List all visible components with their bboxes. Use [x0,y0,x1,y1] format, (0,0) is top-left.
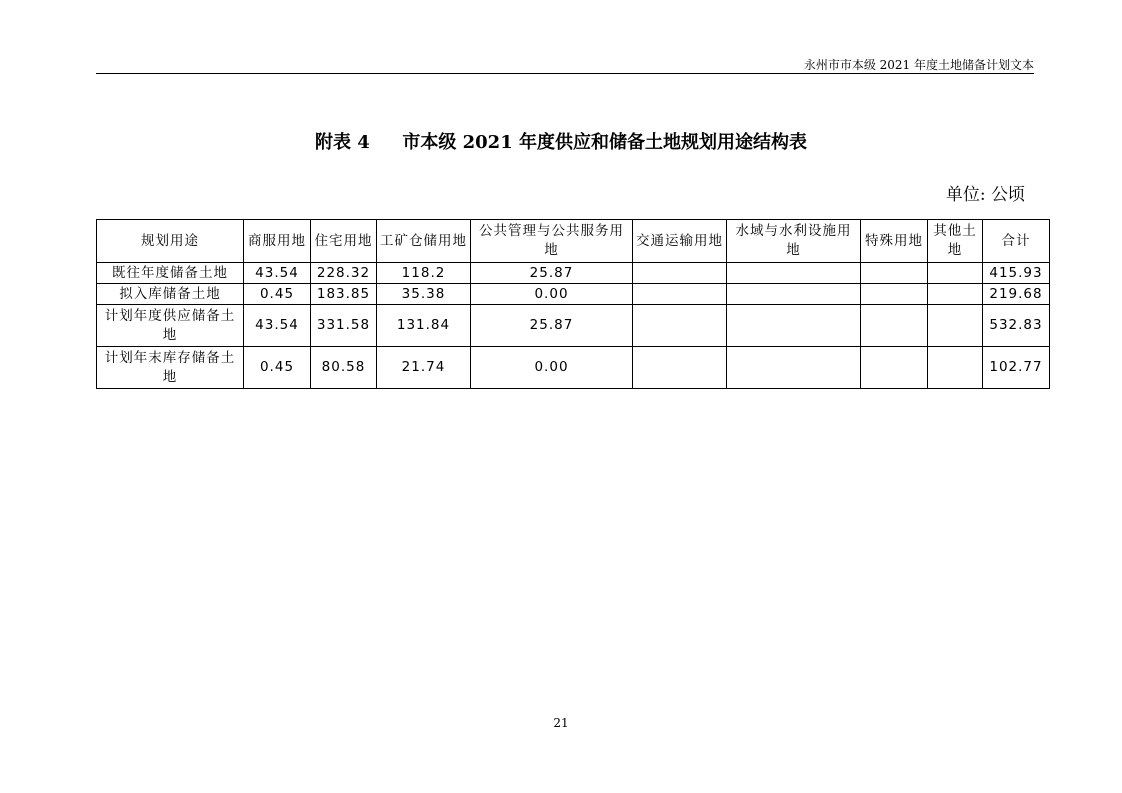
column-header: 合计 [983,220,1050,263]
table-cell [633,284,727,305]
table-row [97,305,1050,347]
table-cell: 25.87 [471,305,633,347]
table-cell: 43.54 [244,263,311,284]
table-row [97,263,1050,284]
column-header: 商服用地 [244,220,311,263]
unit-label: 单位: 公顷 [945,185,1025,205]
table-cell [861,263,928,284]
table-row [97,284,1050,305]
column-header: 特殊用地 [861,220,928,263]
column-header: 公共管理与公共服务用地 [471,220,633,263]
table-cell: 35.38 [377,284,471,305]
table-title [0,128,1122,154]
column-header: 水域与水利设施用地 [727,220,861,263]
table-cell [727,284,861,305]
row-label: 既往年度储备土地 [97,263,244,284]
table-cell [928,284,983,305]
table-cell [727,305,861,347]
table-cell [861,305,928,347]
table-cell: 0.45 [244,284,311,305]
table-cell: 331.58 [311,305,377,347]
table-cell: 0.00 [471,284,633,305]
table-cell [633,347,727,389]
table-cell [633,263,727,284]
table-cell: 219.68 [983,284,1050,305]
table-cell [861,284,928,305]
table-cell: 228.32 [311,263,377,284]
table-cell: 532.83 [983,305,1050,347]
land-use-structure-table [96,219,1050,389]
row-label: 计划年度供应储备土地 [97,305,244,347]
column-header: 住宅用地 [311,220,377,263]
table-cell [861,347,928,389]
column-header: 其他土地 [928,220,983,263]
column-header: 规划用途 [97,220,244,263]
row-label: 拟入库储备土地 [97,284,244,305]
table-cell: 21.74 [377,347,471,389]
table-cell: 118.2 [377,263,471,284]
table-title-text: 市本级 2021 年度供应和储备土地规划用途结构表 [402,132,807,153]
table-row [97,347,1050,389]
table-cell [727,347,861,389]
table-cell: 415.93 [983,263,1050,284]
table-cell: 183.85 [311,284,377,305]
table-cell [928,347,983,389]
table-cell: 0.00 [471,347,633,389]
table-cell: 0.45 [244,347,311,389]
table-cell [928,305,983,347]
table-title-prefix: 附表 4 [315,132,370,153]
table-cell: 25.87 [471,263,633,284]
page-number: 21 [553,716,569,730]
row-label: 计划年末库存储备土地 [97,347,244,389]
table-cell: 102.77 [983,347,1050,389]
table-cell [633,305,727,347]
header-rule [96,73,1034,74]
table-cell [928,263,983,284]
column-header: 工矿仓储用地 [377,220,471,263]
column-header: 交通运输用地 [633,220,727,263]
table-cell: 80.58 [311,347,377,389]
table-cell: 131.84 [377,305,471,347]
table-cell [727,263,861,284]
table-header-row [97,220,1050,263]
running-header: 永州市市本级 2021 年度土地储备计划文本 [803,58,1034,72]
table-cell: 43.54 [244,305,311,347]
